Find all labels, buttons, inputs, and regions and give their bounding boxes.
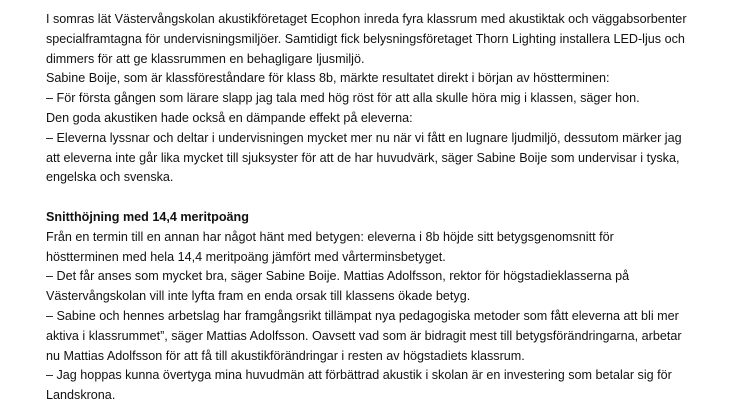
- paragraph-grades: [46, 228, 736, 406]
- paragraph-acoustics-intro: [46, 10, 736, 188]
- text-line: – Eleverna lyssnar och deltar i undervisningen mycket mer nu när vi fått en lugnare ljudmiljö, dessutom märker jag: [46, 130, 682, 145]
- text-line: Västervångskolan vill inte lyfta fram en enda orsak till klassens ökade betyg.: [46, 289, 471, 304]
- text-line: engelska och svenska.: [46, 170, 174, 185]
- text-line: I somras lät Västervångskolan akustikföretaget Ecophon inreda fyra klassrum med akustiktak och väggabsorbenter: [46, 12, 687, 26]
- document-body: [46, 10, 736, 406]
- text-line: – För första gången som lärare slapp jag tala med hög röst för att alla skulle höra mig i klassen, säger hon.: [46, 91, 640, 106]
- text-line: att eleverna inte går lika mycket till sjuksyster för att de har huvudvärk, säger Sabine Boije som undervisar i tyska,: [46, 150, 680, 165]
- text-line: Sabine Boije, som är klassföreståndare för klass 8b, märkte resultatet direkt i början av höstterminen:: [46, 71, 610, 86]
- paragraph-spacer: [46, 188, 736, 208]
- text-line: nu Mattias Adolfsson för att få till akustikförändringar i resten av högstadiets klassrum.: [46, 348, 525, 363]
- text-line: – Jag hoppas kunna övertyga mina huvudmän att förbättrad akustik i skolan är en investering som betalar sig för: [46, 368, 672, 383]
- text-line: Den goda akustiken hade också en dämpande effekt på eleverna:: [46, 110, 413, 125]
- text-line: specialframtagna för undervisningsmiljöer. Samtidigt fick belysningsföretaget Thorn Lighting installera LED-ljus och: [46, 31, 685, 46]
- text-line: dimmers för att ge klassrummen en behagligare ljusmiljö.: [46, 51, 365, 66]
- text-line: höstterminen med hela 14,4 meritpoäng jämfört med vårterminsbetyget.: [46, 249, 446, 264]
- text-line: Från en termin till en annan har något hänt med betygen: eleverna i 8b höjde sitt betygsgenomsnitt för: [46, 229, 614, 244]
- section-heading: Snitthöjning med 14,4 meritpoäng: [46, 209, 249, 224]
- text-line: Landskrona.: [46, 388, 116, 403]
- text-line: aktiva i klassrummet”, säger Mattias Adolfsson. Oavsett vad som är bidragit mest till betygsförändringarna, arbetar: [46, 328, 682, 343]
- text-line: – Sabine och hennes arbetslag har framgångsrikt tillämpat nya pedagogiska metoder som fått eleverna att bli mer: [46, 308, 679, 323]
- text-line: – Det får anses som mycket bra, säger Sabine Boije. Mattias Adolfsson, rektor för högstadieklasserna på: [46, 269, 630, 284]
